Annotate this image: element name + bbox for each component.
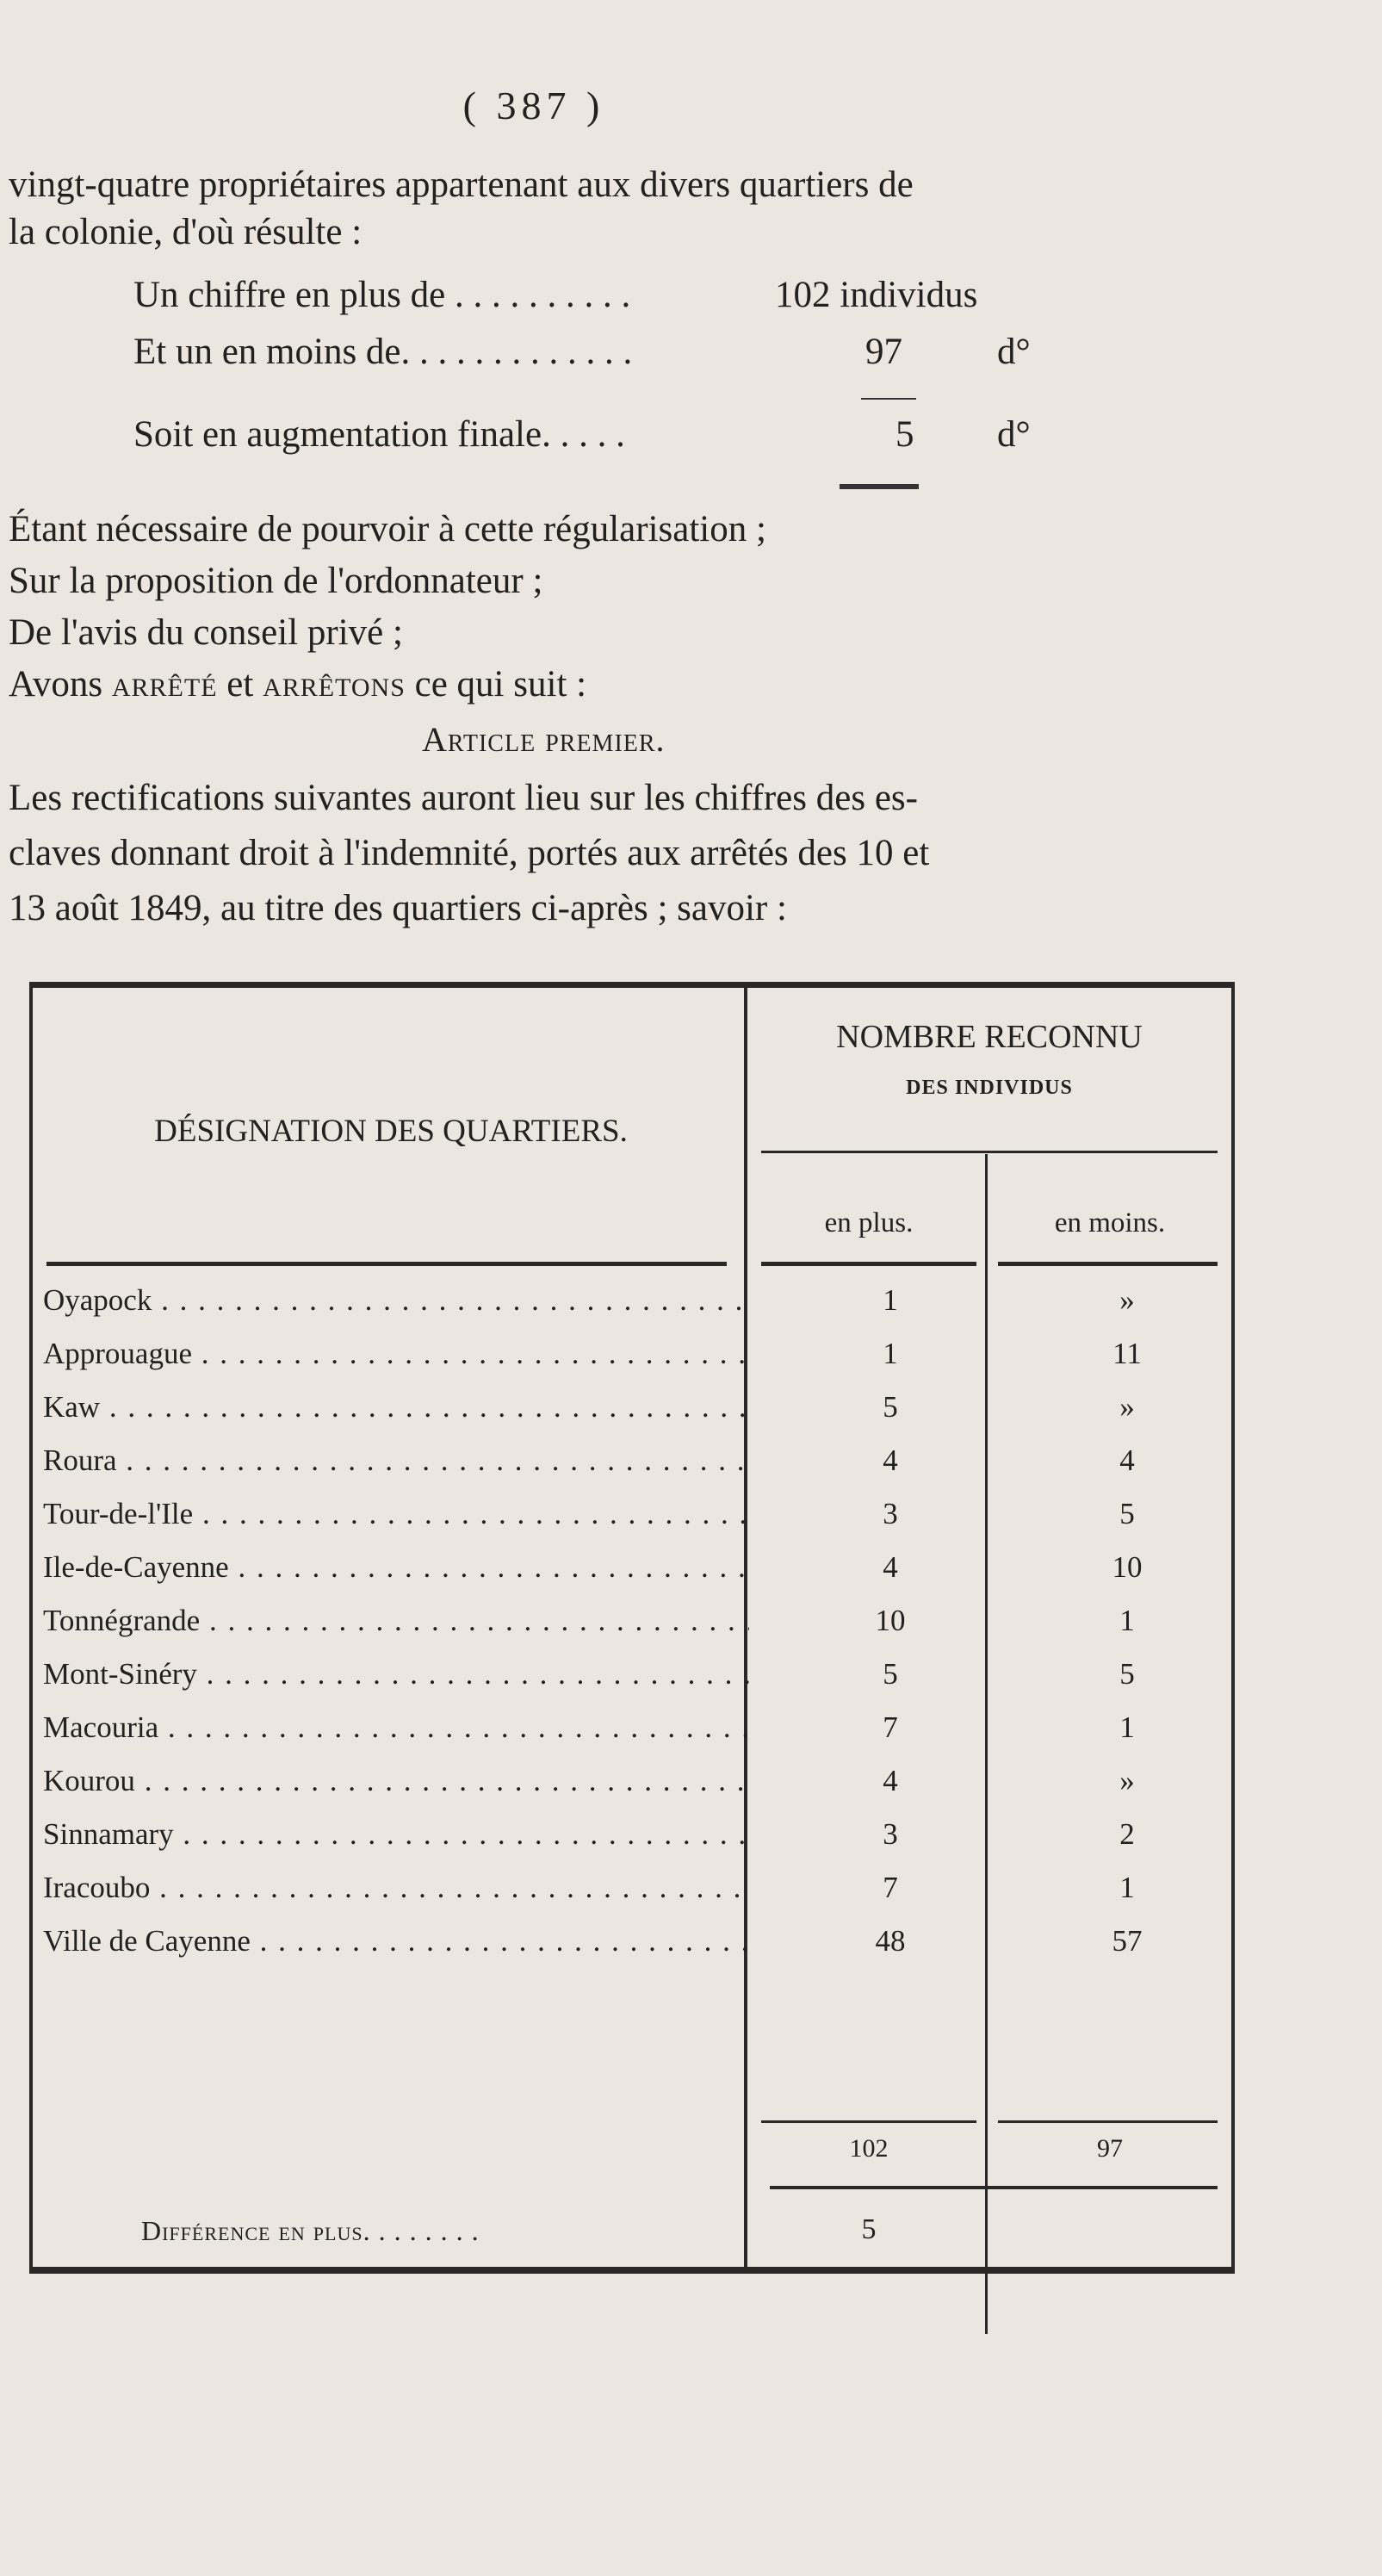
- arrete-word-3: et: [226, 664, 254, 705]
- calc-separator: [840, 484, 919, 489]
- intro-line-1: vingt-quatre propriétaires appartenant aux divers quartiers de: [9, 164, 914, 205]
- quartier-name: Roura . . .: [43, 1443, 749, 1478]
- difference-label: Différence en plus. . . . . . . .: [141, 2215, 480, 2246]
- value-en-moins: 10: [1112, 1550, 1143, 1584]
- total-moins: 97: [1097, 2134, 1123, 2163]
- value-en-moins: »: [1119, 1390, 1135, 1424]
- quartier-name: Ile-de-Cayenne . . .: [43, 1550, 749, 1585]
- calc-moins-label: Et un en moins de. . . . . . . . . . . . .: [133, 332, 633, 372]
- calc-sum-rule: [861, 398, 916, 400]
- value-en-plus: 48: [875, 1924, 906, 1958]
- calc-plus-value: 102 individus: [775, 275, 978, 315]
- table-row: [29, 1497, 1235, 1550]
- quartier-name: Ville de Cayenne . . .: [43, 1924, 749, 1958]
- value-en-moins: 11: [1112, 1337, 1142, 1370]
- difference-rule: [770, 2186, 1218, 2189]
- value-en-plus: 10: [875, 1604, 906, 1637]
- table-row: [29, 1657, 1235, 1710]
- quartier-name: Approuague . . .: [43, 1337, 749, 1371]
- quartier-name: Macouria . . .: [43, 1710, 749, 1745]
- arrete-word-1: Avons: [9, 664, 103, 705]
- table-row: [29, 1550, 1235, 1604]
- calc-final-value: 5: [896, 414, 914, 455]
- paragraph-regularisation: Étant nécessaire de pourvoir à cette régularisation ;: [9, 509, 766, 549]
- total-plus: 102: [849, 2134, 889, 2163]
- header-des-individus: DES INDIVIDUS: [906, 1077, 1073, 1099]
- arrete-word-4: arrêtons: [263, 664, 406, 705]
- header-rule-left: [46, 1262, 727, 1266]
- table-bottom-border: [29, 2267, 1235, 2274]
- table-row: [29, 1443, 1235, 1497]
- quartier-name: Tour-de-l'Ile . . .: [43, 1497, 749, 1531]
- intro-line-2: la colonie, d'où résulte :: [9, 212, 363, 252]
- value-en-moins: 1: [1119, 1604, 1135, 1637]
- value-en-moins: 1: [1119, 1871, 1135, 1904]
- header-en-plus: en plus.: [824, 1207, 914, 1238]
- page-number: ( 387 ): [462, 84, 605, 127]
- paragraph-arrete: [9, 663, 586, 705]
- value-en-plus: 4: [883, 1443, 898, 1477]
- quartier-name: Tonnégrande . . .: [43, 1604, 749, 1638]
- table-row: [29, 1924, 1235, 1977]
- total-rule-moins: [998, 2120, 1218, 2123]
- table-row: [29, 1283, 1235, 1337]
- table-row: [29, 1604, 1235, 1657]
- value-en-plus: 5: [883, 1657, 898, 1691]
- header-nombre-reconnu: NOMBRE RECONNU: [836, 1019, 1143, 1055]
- quartiers-table: [29, 982, 1235, 2274]
- paragraph-avis: De l'avis du conseil privé ;: [9, 612, 403, 653]
- value-en-moins: 4: [1119, 1443, 1135, 1477]
- value-en-moins: »: [1119, 1764, 1135, 1797]
- value-en-moins: »: [1119, 1283, 1135, 1317]
- quartier-name: Oyapock . . .: [43, 1283, 749, 1318]
- value-en-moins: 1: [1119, 1710, 1135, 1744]
- calc-final-unit: d°: [997, 414, 1031, 455]
- value-en-moins: 5: [1119, 1657, 1135, 1691]
- total-rule-plus: [761, 2120, 976, 2123]
- difference-value: 5: [861, 2213, 877, 2245]
- calc-final-label: Soit en augmentation finale. . . . .: [133, 414, 625, 455]
- table-row: [29, 1817, 1235, 1871]
- value-en-plus: 7: [883, 1710, 898, 1744]
- value-en-moins: 2: [1119, 1817, 1135, 1851]
- value-en-plus: 4: [883, 1764, 898, 1797]
- calc-moins-unit: d°: [997, 332, 1031, 372]
- header-designation: DÉSIGNATION DES QUARTIERS.: [154, 1114, 628, 1149]
- table-row: [29, 1871, 1235, 1924]
- article-heading: Article premier.: [422, 720, 666, 759]
- table-row: [29, 1390, 1235, 1443]
- table-row: [29, 1710, 1235, 1764]
- header-group-rule: [761, 1151, 1218, 1153]
- value-en-plus: 5: [883, 1390, 898, 1424]
- table-row: [29, 1337, 1235, 1390]
- value-en-moins: 5: [1119, 1497, 1135, 1530]
- calc-moins-value: 97: [865, 332, 902, 372]
- arrete-word-2: arrêté: [111, 664, 218, 705]
- quartier-name: Kaw . . .: [43, 1390, 749, 1425]
- value-en-plus: 1: [883, 1337, 898, 1370]
- paragraph-rectifications-3: 13 août 1849, au titre des quartiers ci-après ; savoir :: [9, 888, 787, 928]
- value-en-plus: 7: [883, 1871, 898, 1904]
- quartier-name: Mont-Sinéry . . .: [43, 1657, 749, 1691]
- paragraph-proposition: Sur la proposition de l'ordonnateur ;: [9, 561, 543, 601]
- quartier-name: Kourou . . .: [43, 1764, 749, 1798]
- value-en-plus: 3: [883, 1497, 898, 1530]
- header-rule-moins: [998, 1262, 1218, 1266]
- value-en-plus: 3: [883, 1817, 898, 1851]
- quartier-name: Sinnamary . . .: [43, 1817, 749, 1852]
- arrete-word-5: ce qui suit :: [414, 664, 587, 705]
- table-row: [29, 1764, 1235, 1817]
- quartier-name: Iracoubo . . .: [43, 1871, 749, 1905]
- header-rule-plus: [761, 1262, 976, 1266]
- calc-plus-label: Un chiffre en plus de . . . . . . . . . .: [133, 275, 631, 315]
- value-en-moins: 57: [1112, 1924, 1143, 1958]
- paragraph-rectifications-2: claves donnant droit à l'indemnité, portés aux arrêtés des 10 et: [9, 833, 930, 873]
- value-en-plus: 4: [883, 1550, 898, 1584]
- value-en-plus: 1: [883, 1283, 898, 1317]
- table-top-border: [29, 982, 1235, 988]
- header-en-moins: en moins.: [1054, 1207, 1166, 1238]
- paragraph-rectifications-1: Les rectifications suivantes auront lieu sur les chiffres des es-: [9, 778, 918, 818]
